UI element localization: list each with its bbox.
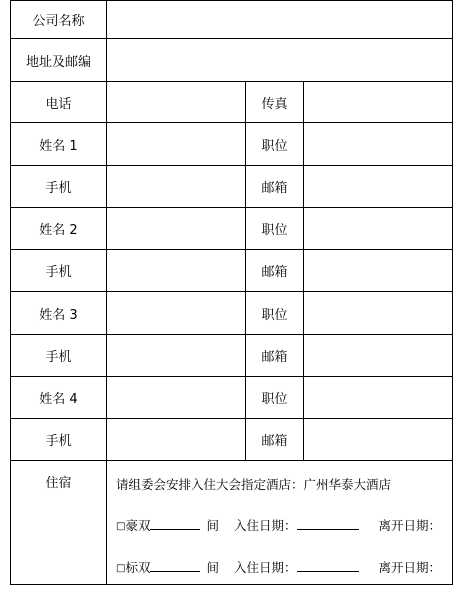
- checkbox-icon[interactable]: □: [116, 521, 126, 532]
- contact-position-field[interactable]: [304, 377, 452, 418]
- room-unit-label: 间: [206, 518, 219, 533]
- contact-name-field[interactable]: [107, 377, 245, 418]
- room-option-row: [116, 516, 441, 534]
- contact-name-field[interactable]: [107, 208, 245, 249]
- contact-position-label: 职位: [261, 392, 288, 407]
- contact-mobile-label: 手机: [45, 265, 72, 280]
- contact-name-field[interactable]: [107, 123, 245, 165]
- room-count-field[interactable]: [150, 517, 200, 530]
- accommodation-label: 住宿: [45, 475, 72, 491]
- contact-email-field[interactable]: [304, 250, 452, 291]
- contact-name-label: 姓名 1: [39, 138, 78, 154]
- room-count-field[interactable]: [150, 559, 200, 572]
- company-name-field[interactable]: [107, 1, 452, 38]
- contact-mobile-label: 手机: [45, 434, 72, 449]
- room-type-label: 标双: [125, 560, 151, 575]
- contact-position-label: 职位: [261, 223, 288, 238]
- fax-label: 传真: [261, 96, 288, 112]
- company-name-label: 公司名称: [32, 14, 85, 29]
- contact-email-field[interactable]: [304, 335, 452, 376]
- accommodation-instruction: 请组委会安排入住大会指定酒店：广州华泰大酒店: [116, 477, 392, 492]
- contact-mobile-field[interactable]: [107, 250, 245, 291]
- checkin-label: 入住日期：: [233, 560, 297, 575]
- row-divider: [11, 460, 452, 461]
- contact-name-label: 姓名 4: [39, 392, 78, 407]
- room-type-label: 豪双: [125, 518, 151, 533]
- contact-name-label: 姓名 2: [39, 223, 78, 238]
- contact-email-label: 邮箱: [261, 434, 288, 449]
- contact-mobile-field[interactable]: [107, 335, 245, 376]
- contact-mobile-label: 手机: [45, 181, 72, 196]
- contact-position-field[interactable]: [304, 292, 452, 334]
- checkout-label: 离开日期：: [378, 518, 442, 533]
- checkin-date-field[interactable]: [297, 559, 359, 572]
- phone-label: 电话: [45, 96, 72, 112]
- phone-field[interactable]: [107, 82, 245, 122]
- contact-email-field[interactable]: [304, 166, 452, 207]
- contact-email-label: 邮箱: [261, 350, 288, 365]
- contact-mobile-field[interactable]: [107, 419, 245, 460]
- checkin-date-field[interactable]: [297, 517, 359, 530]
- registration-form: [10, 0, 453, 585]
- contact-position-label: 职位: [261, 307, 288, 323]
- contact-position-field[interactable]: [304, 208, 452, 249]
- contact-name-field[interactable]: [107, 292, 245, 334]
- address-field[interactable]: [107, 39, 452, 81]
- fax-field[interactable]: [304, 82, 452, 122]
- contact-mobile-label: 手机: [45, 350, 72, 365]
- contact-position-field[interactable]: [304, 123, 452, 165]
- contact-email-label: 邮箱: [261, 265, 288, 280]
- checkbox-icon[interactable]: □: [116, 563, 126, 574]
- address-label: 地址及邮编: [25, 54, 91, 70]
- checkout-label: 离开日期：: [378, 560, 442, 575]
- checkin-label: 入住日期：: [233, 518, 297, 533]
- contact-email-label: 邮箱: [261, 181, 288, 196]
- room-option-row: [116, 558, 441, 576]
- contact-mobile-field[interactable]: [107, 166, 245, 207]
- contact-email-field[interactable]: [304, 419, 452, 460]
- room-unit-label: 间: [206, 560, 219, 575]
- contact-name-label: 姓名 3: [39, 307, 78, 323]
- contact-position-label: 职位: [261, 138, 288, 154]
